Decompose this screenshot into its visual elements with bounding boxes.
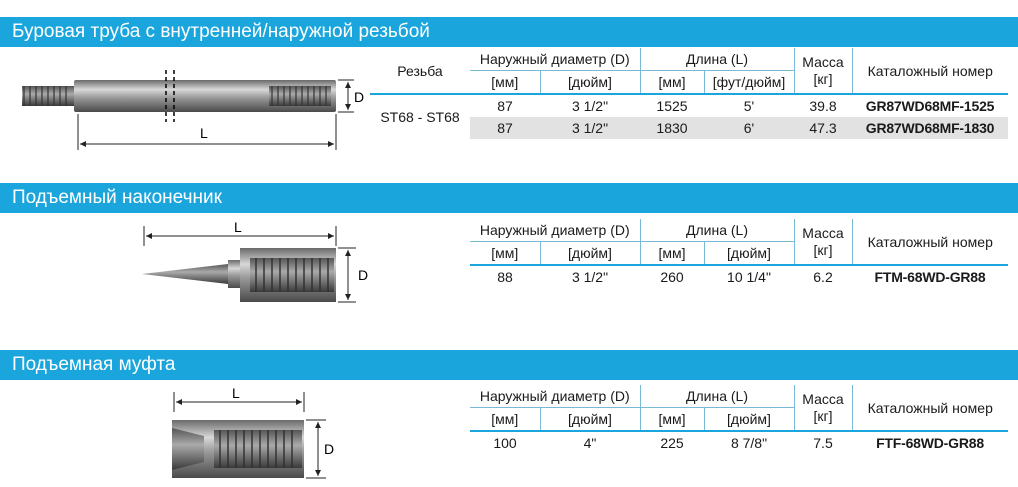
mass-header: Масса [кг] — [794, 385, 852, 431]
cell-mass: 47.3 — [794, 117, 852, 139]
mass-header: Масса [кг] — [794, 48, 852, 94]
cell-diameter-mm: 87 — [497, 98, 513, 114]
diameter-label: D — [324, 441, 335, 457]
subheader-inch: [дюйм] — [704, 242, 794, 266]
plug-taper — [142, 264, 228, 284]
cell-length-mm: 260 — [660, 269, 684, 285]
cell-diameter-mm: 87 — [470, 117, 540, 139]
cell-mass: 39.8 — [809, 98, 837, 114]
length-label: L — [232, 385, 240, 401]
thread-value: ST68 - ST68 — [380, 109, 460, 125]
catalog-header: Каталожный номер — [852, 385, 1008, 431]
table-row — [370, 94, 1008, 117]
cell-length-mm: 1525 — [656, 98, 688, 114]
subheader-mm: [мм] — [470, 408, 540, 432]
subheader-inch: [дюйм] — [540, 71, 640, 95]
cell-length-ft: 5' — [743, 98, 755, 114]
cell-length-inch: 10 1/4" — [727, 269, 771, 285]
subheader-inch: [дюйм] — [540, 408, 640, 432]
cell-length-ft: 6' — [704, 117, 794, 139]
outer-diameter-header: Наружный диаметр (D) — [470, 385, 640, 408]
cell-mass: 6.2 — [813, 269, 833, 285]
lifting-plug-diagram — [128, 218, 378, 310]
lifting-coupling-diagram — [160, 384, 360, 484]
table-row — [470, 431, 1008, 454]
cell-catalog: GR87WD68MF-1525 — [865, 98, 995, 114]
subheader-inch: [дюйм] — [540, 242, 640, 266]
cell-diameter-inch: 3 1/2" — [571, 269, 609, 285]
cell-catalog: FTF-68WD-GR88 — [876, 435, 984, 451]
lifting-plug-spec-table — [470, 219, 1008, 288]
diameter-label: D — [354, 89, 365, 105]
subheader-ft-inch: [фут/дюйм] — [704, 71, 794, 95]
length-label: L — [234, 219, 242, 235]
catalog-header: Каталожный номер — [852, 219, 1008, 265]
subheader-mm: [мм] — [640, 71, 704, 95]
catalog-header: Каталожный номер — [852, 48, 1008, 94]
section-title-lifting-coupling: Подъемная муфта — [0, 350, 1018, 380]
section-title-drill-pipe: Буровая труба с внутренней/наружной резьбой — [0, 17, 1018, 47]
table-row — [470, 265, 1008, 288]
cell-catalog: FTM-68WD-GR88 — [874, 269, 986, 285]
drill-pipe-spec-table — [370, 48, 1008, 139]
subheader-inch: [дюйм] — [704, 408, 794, 432]
subheader-mm: [мм] — [640, 242, 704, 266]
cell-diameter-inch: 4" — [583, 435, 597, 451]
cell-diameter-inch: 3 1/2" — [571, 98, 609, 114]
subheader-mm: [мм] — [470, 242, 540, 266]
cell-length-mm: 1830 — [640, 117, 704, 139]
length-header: Длина (L) — [640, 219, 794, 242]
outer-diameter-header: Наружный диаметр (D) — [470, 48, 640, 71]
lifting-coupling-spec-table — [470, 385, 1008, 454]
section-title-lifting-plug: Подъемный наконечник — [0, 183, 1018, 213]
cell-diameter-mm: 88 — [497, 269, 513, 285]
diameter-label: D — [358, 267, 369, 283]
cell-length-inch: 8 7/8" — [730, 435, 768, 451]
length-label: L — [200, 125, 208, 141]
cell-catalog: GR87WD68MF-1830 — [852, 117, 1008, 139]
drill-pipe-diagram — [14, 66, 374, 156]
subheader-mm: [мм] — [470, 71, 540, 95]
cell-diameter-mm: 100 — [493, 435, 517, 451]
outer-diameter-header: Наружный диаметр (D) — [470, 219, 640, 242]
length-header: Длина (L) — [640, 48, 794, 71]
length-header: Длина (L) — [640, 385, 794, 408]
cell-mass: 7.5 — [813, 435, 833, 451]
cell-length-mm: 225 — [660, 435, 684, 451]
cell-diameter-inch: 3 1/2" — [540, 117, 640, 139]
mass-header: Масса [кг] — [794, 219, 852, 265]
subheader-mm: [мм] — [640, 408, 704, 432]
thread-header: Резьба — [370, 48, 470, 94]
